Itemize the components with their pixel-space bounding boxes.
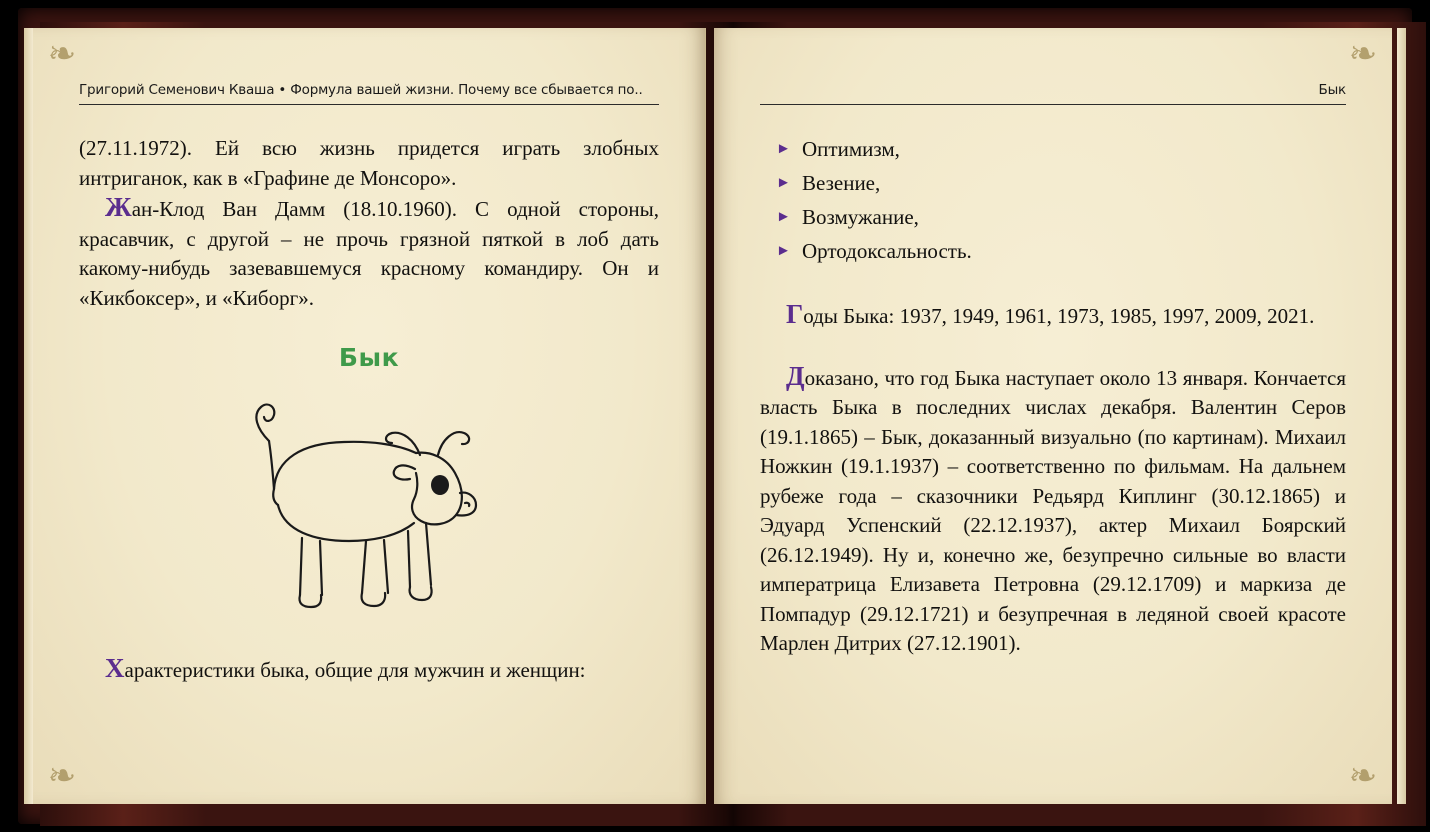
- section-title: Бык: [338, 343, 400, 372]
- corner-ornament-icon: ❧: [1348, 756, 1378, 796]
- page-right[interactable]: [714, 28, 1392, 804]
- paragraph-text: оды Быка: 1937, 1949, 1961, 1973, 1985, 1997, 2009, 2021.: [803, 304, 1315, 328]
- list-item-label: Возмужание,: [802, 205, 919, 229]
- characteristics-list: [760, 134, 1346, 266]
- dropcap-letter: Д: [786, 360, 805, 391]
- header-chapter-text: Бык: [1318, 82, 1346, 98]
- list-item: [776, 236, 1346, 266]
- right-page-column: [760, 134, 1346, 764]
- paragraph: [79, 193, 659, 313]
- bullet-arrow-icon: ►: [776, 175, 791, 191]
- dropcap-letter: Х: [105, 652, 125, 683]
- paragraph: [79, 654, 659, 686]
- page-header-left: [79, 82, 659, 105]
- list-item-label: Оптимизм,: [802, 137, 900, 161]
- paragraph-text: арактеристики быка, общие для мужчин и женщин:: [124, 657, 586, 682]
- corner-ornament-icon: ❧: [47, 756, 77, 796]
- left-page-column: [79, 134, 659, 764]
- dropcap-letter: Ж: [105, 192, 132, 222]
- corner-ornament-icon: ❧: [1348, 34, 1378, 74]
- list-item: [776, 134, 1346, 164]
- paragraph-text: оказано, что год Быка наступает около 13 января. Кончается власть Быка в последних числах декабря. Валентин Серов (19.1.1865) – Бык, доказанный визуально (по картинам). Михаил Ножкин (19.1.1937) – соответственно по фильмам. На дальнем рубеже года – сказочники Редьярд Киплинг (30.12.1865) и Эдуард Успенский (22.12.1937), актер Михаил Боярский (26.12.1949). Ну и, конечно же, безупречно сильные во власти императрица Елизавета Петровна (29.12.1709) и маркиза де Помпадур (29.12.1721) и безупречная в ледяной своей красоте Марлен Дитрих (27.12.1901).: [760, 365, 1346, 655]
- header-title-text: Григорий Семенович Кваша • Формула вашей жизни. Почему все сбывается по..: [79, 82, 643, 98]
- paragraph-text: (27.11.1972). Ей всю жизнь придется играть злобных интриганок, как в «Графине де Монсоро».: [79, 136, 659, 190]
- page-edge-right: [1397, 28, 1406, 804]
- paragraph: [79, 134, 659, 193]
- list-item: [776, 168, 1346, 198]
- bull-drawing: [224, 381, 514, 626]
- list-item-label: Везение,: [802, 171, 881, 195]
- paragraph: [760, 362, 1346, 659]
- paragraph-text: ан-Клод Ван Дамм (18.10.1960). С одной стороны, красавчик, с другой – не прочь грязной пяткой в лоб дать какому-нибудь зазевавшемуся красному командиру. Он и «Кикбоксер», и «Киборг».: [79, 197, 659, 310]
- list-item: [776, 202, 1346, 232]
- dropcap-letter: Г: [786, 299, 804, 329]
- bullet-arrow-icon: ►: [776, 141, 791, 157]
- page-edge-left: [24, 28, 33, 804]
- spacer: [760, 332, 1346, 362]
- paragraph: [760, 300, 1346, 332]
- bullet-arrow-icon: ►: [776, 209, 791, 225]
- corner-ornament-icon: ❧: [47, 34, 77, 74]
- spacer: [760, 270, 1346, 300]
- bullet-arrow-icon: ►: [776, 243, 791, 259]
- page-header-right: [760, 82, 1346, 105]
- list-item-label: Ортодоксальность.: [802, 239, 972, 263]
- page-left[interactable]: [33, 28, 706, 804]
